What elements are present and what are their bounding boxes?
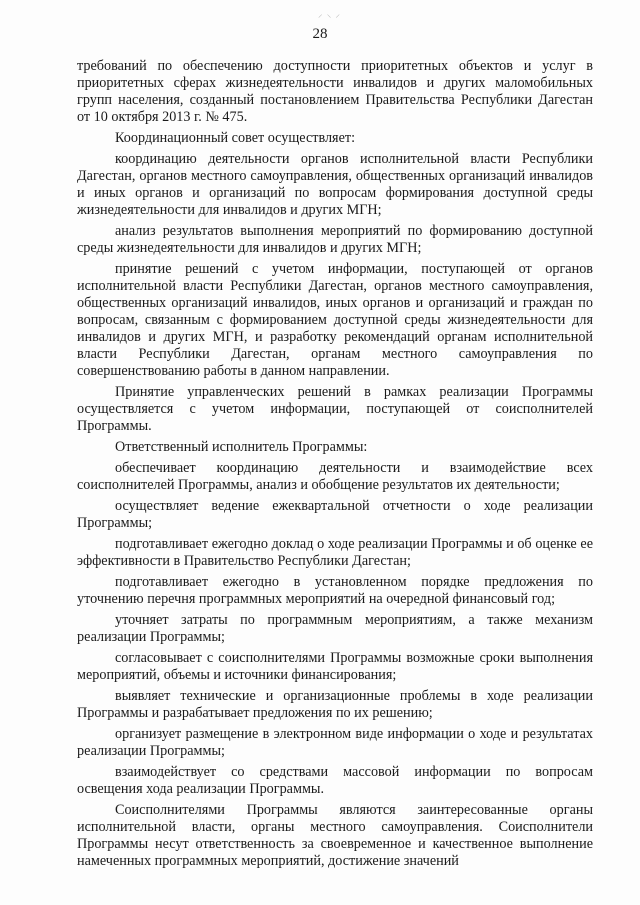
paragraph: осуществляет ведение ежеквартальной отчетности о ходе реализации Программы; — [77, 498, 593, 531]
paragraph: взаимодействует со средствами массовой информации по вопросам освещения хода реализации Программы. — [77, 764, 593, 797]
paragraph: анализ результатов выполнения мероприятий по формированию доступной среды жизнедеятельности для инвалидов и других МГН; — [77, 223, 593, 256]
paragraph: подготавливает ежегодно в установленном порядке предложения по уточнению перечня программных мероприятий на очередной финансовый год; — [77, 574, 593, 607]
paragraph: принятие решений с учетом информации, поступающей от органов исполнительной власти Республики Дагестан, органов местного самоуправления, общественных организаций инвалидов, иных органов и организаций и граждан по вопросам, связанным с формированием доступной среды жизнедеятельности для инвалидов и других МГН, и разработку рекомендаций органам исполнительной власти Республики Дагестан, органам местного самоуправления по совершенствованию работы в данном направлении. — [77, 261, 593, 379]
paragraph: Координационный совет осуществляет: — [115, 130, 356, 146]
paragraph: обеспечивает координацию деятельности и взаимодействие всех соисполнителей Программы, анализ и обобщение результатов их деятельности; — [77, 460, 593, 493]
paragraph: Ответственный исполнитель Программы: — [115, 439, 368, 455]
paragraph: Соисполнителями Программы являются заинтересованные органы исполнительной власти, органы местного самоуправления. Соисполнители Программы несут ответственность за своевременное и качественное выполнение намеченных программных мероприятий, достижение значений — [77, 802, 593, 869]
paragraph: уточняет затраты по программным мероприятиям, а также механизм реализации Программы; — [77, 612, 593, 645]
paragraph: Принятие управленческих решений в рамках реализации Программы осуществляется с учетом информации, поступающей от соисполнителей Программы. — [77, 384, 593, 434]
paragraph: согласовывает с соисполнителями Программы возможные сроки выполнения мероприятий, объемы и источники финансирования; — [77, 650, 593, 683]
paragraph: подготавливает ежегодно доклад о ходе реализации Программы и об оценке ее эффективности в Правительство Республики Дагестан; — [77, 536, 593, 569]
paragraph: требований по обеспечению доступности приоритетных объектов и услуг в приоритетных сферах жизнедеятельности инвалидов и других маломобильных групп населения, созданный постановлением Правительства Республики Дагестан от 10 октября 2013 г. № 475. — [77, 58, 593, 125]
page-number: 28 — [312, 26, 328, 42]
body-text — [77, 58, 593, 870]
paragraph: координацию деятельности органов исполнительной власти Республики Дагестан, органов местного самоуправления, общественных организаций инвалидов и иных органов и организаций по вопросам формирования доступной среды жизнедеятельности для инвалидов и других МГН; — [77, 151, 593, 218]
scan-mark: ⸝ ⸜ ⸝ — [318, 9, 342, 19]
paragraph: организует размещение в электронном виде информации о ходе и результатах реализации Программы; — [77, 726, 593, 759]
paragraph: выявляет технические и организационные проблемы в ходе реализации Программы и разрабатывает предложения по их решению; — [77, 688, 593, 721]
